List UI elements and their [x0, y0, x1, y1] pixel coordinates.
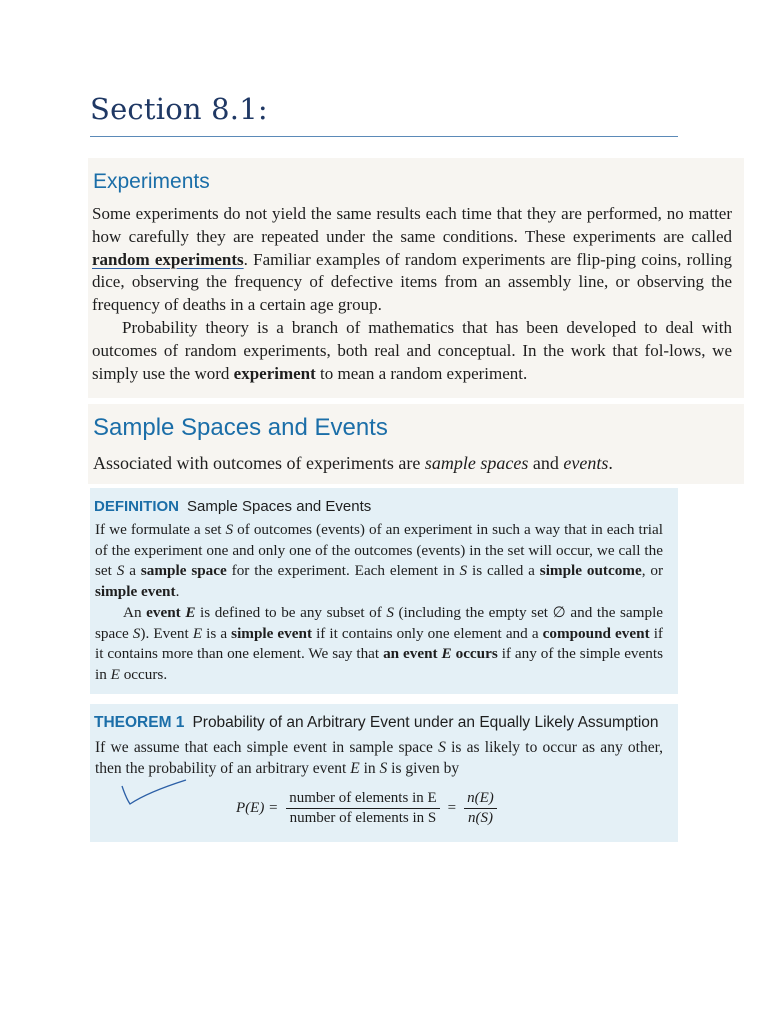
title-divider: [90, 136, 678, 137]
probability-formula: [236, 790, 499, 827]
experiments-paragraph-1: Some experiments do not yield the same results each time that they are performed, no matter how carefully they are repeated under the same conditions. These experiments are called random experiments. Familiar examples of random experiments are flip-ping coins, rolling dice, observing the frequency of defective items from an assembly line, or observing the frequency of deaths in a certain age group.: [92, 204, 732, 315]
sample-spaces-heading: Sample Spaces and Events: [93, 414, 388, 441]
theorem-statement: If we assume that each simple event in sample space S is as likely to occur as any other, then the probability of an arbitrary event E in S is given by: [95, 739, 664, 777]
sample-spaces-intro: Associated with outcomes of experiments are sample spaces and events.: [93, 453, 613, 473]
theorem-title: Probability of an Arbitrary Event under an Equally Likely Assumption: [192, 714, 659, 731]
formula-fraction-words: $\frac{\text{number of elements in E}}{\text{number of elements in S}}$: [286, 790, 439, 827]
formula-fraction-symbols: $\frac{n(E)}{n(S)}$: [464, 790, 497, 827]
definition-label: DEFINITION: [94, 498, 179, 515]
formula-equals: =: [447, 800, 457, 816]
theorem-label: THEOREM 1: [94, 714, 185, 731]
theorem-header: [94, 714, 659, 732]
definition-title: Sample Spaces and Events: [187, 498, 372, 515]
definition-paragraph-2: An event E is defined to be any subset of S (including the empty set ∅ and the sample space S). Event E is a simple event if it contains only one element and a compound event if it contains more than one element. We say that an event E occurs if any of the simple events in E occurs.: [95, 604, 664, 683]
page-title: Section 8.1:: [90, 92, 268, 126]
experiments-heading: Experiments: [93, 170, 210, 193]
random-experiments-term: random experiments: [92, 249, 244, 269]
definition-header: [94, 498, 371, 515]
formula-lhs: P(E) =: [236, 800, 279, 816]
handwritten-check-mark: [118, 778, 188, 808]
definition-paragraph-1: If we formulate a set S of outcomes (events) of an experiment in such a way that in each trial of the experiment one and only one of the outcomes (events) in the set will occur, we call the set S a sample space for the experiment. Each element in S is called a simple outcome, or simple event.: [95, 521, 664, 600]
experiments-paragraph-2: Probability theory is a branch of mathematics that has been developed to deal with outcomes of random experiments, both real and conceptual. In the work that fol-lows, we simply use the word experiment to mean a random experiment.: [92, 318, 732, 383]
experiment-term: experiment: [233, 363, 316, 383]
